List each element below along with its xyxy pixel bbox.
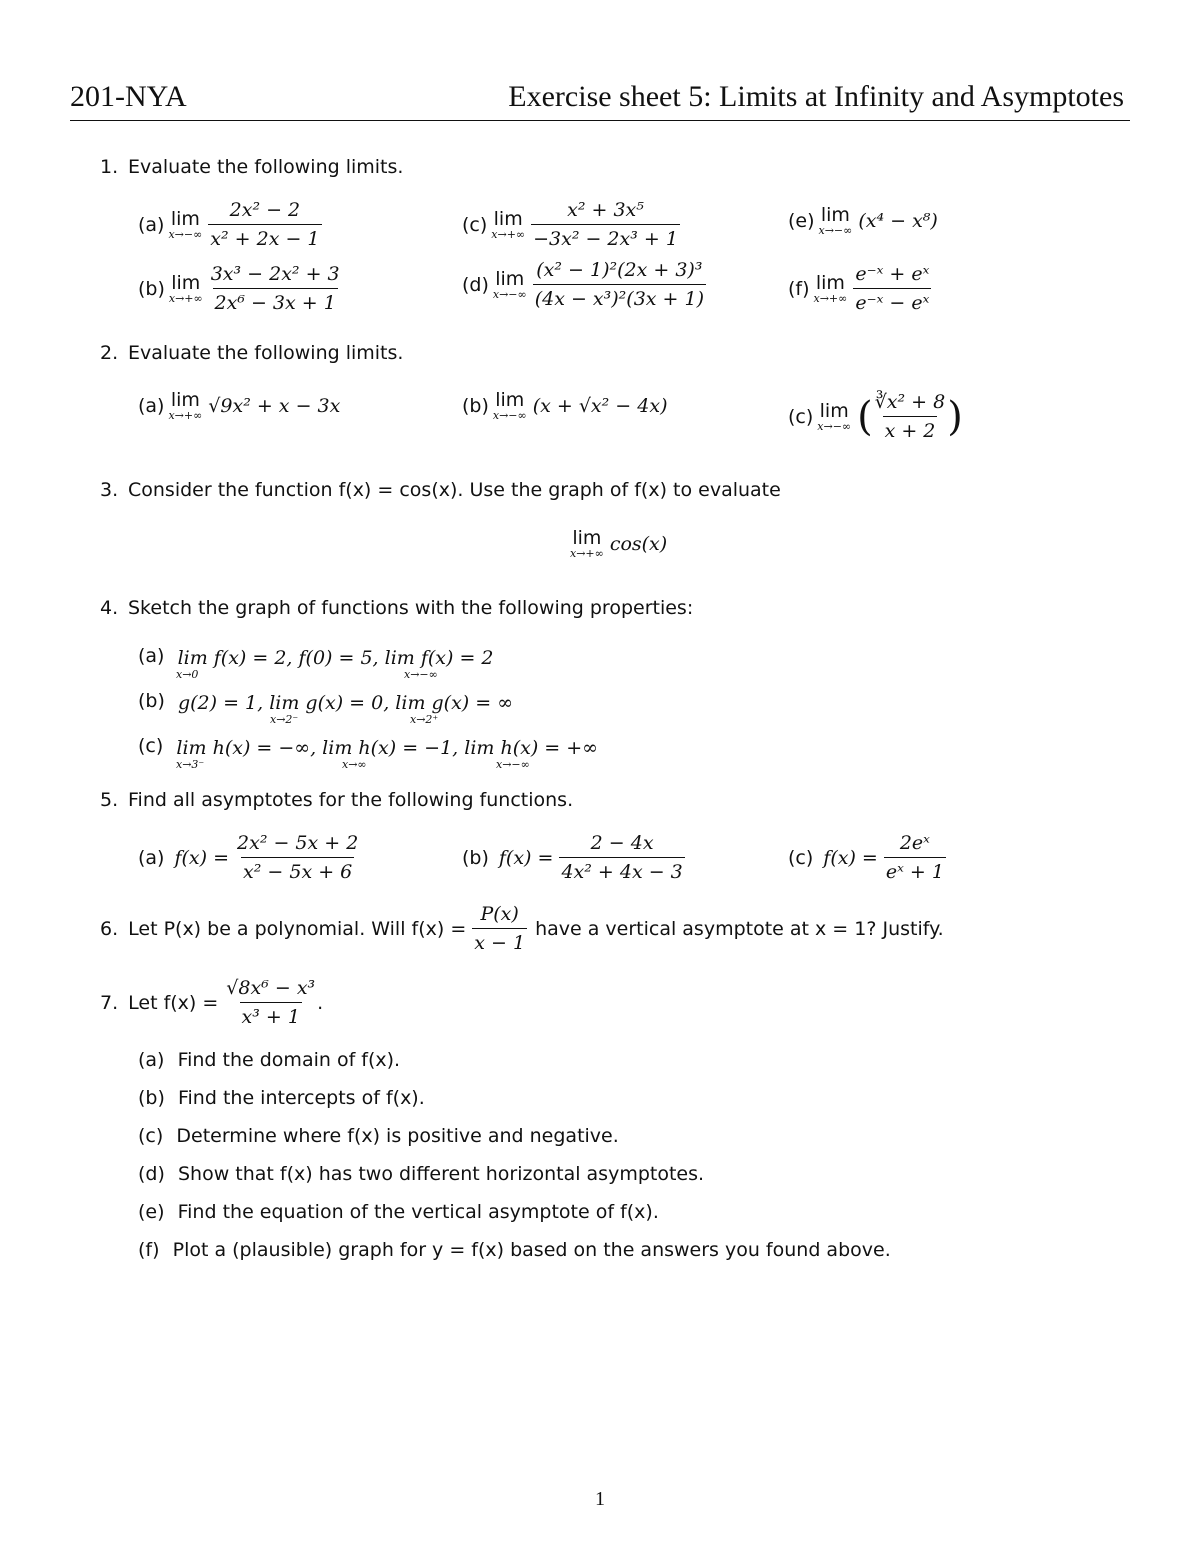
fraction — [209, 262, 342, 315]
lim-subscript: x→−∞ — [817, 420, 852, 433]
q1-b — [138, 262, 342, 315]
q6-prompt-start: Let P(x) be a polynomial. Will f(x) = — [128, 917, 467, 940]
right-paren: ) — [947, 393, 963, 440]
q5-a-label: (a) — [138, 846, 165, 869]
lim-word: lim — [572, 527, 602, 549]
q7-item-label: (e) — [138, 1201, 165, 1223]
q4-c-properties: lim h(x) = −∞, lim h(x) = −1, lim h(x) = +∞ — [176, 736, 598, 759]
q4-a — [138, 645, 494, 669]
denominator: (4x − x³)²(3x + 1) — [533, 284, 706, 311]
q7-item-label: (b) — [138, 1087, 165, 1109]
fraction — [235, 831, 360, 884]
q6-number: 6. — [100, 917, 119, 940]
q2-b-label: (b) — [462, 394, 489, 417]
denominator: −3x² − 2x³ + 1 — [531, 224, 680, 251]
q7-number: 7. — [100, 991, 119, 1014]
fraction — [559, 831, 684, 884]
lim-subscript: x→−∞ — [492, 409, 527, 422]
lim-subscript: x→+∞ — [813, 292, 848, 305]
numerator: (x² − 1)²(2x + 3)³ — [536, 259, 703, 281]
q7-item — [138, 1087, 425, 1109]
lim-subscript: x→+∞ — [570, 547, 604, 560]
q2-prompt: Evaluate the following limits. — [128, 342, 404, 364]
lim-word: lim — [493, 208, 523, 230]
limit-operator — [819, 205, 853, 236]
q2-a — [138, 390, 340, 421]
q7-item-text: Plot a (plausible) graph for y = f(x) based on the answers you found above. — [172, 1239, 891, 1261]
q7-item — [138, 1201, 659, 1223]
q5-c — [788, 831, 946, 884]
lim-subscript: x→−∞ — [496, 758, 530, 771]
numerator: x² + 3x⁵ — [567, 199, 644, 221]
q4-a-label: (a) — [138, 645, 165, 667]
numerator: e⁻ˣ + eˣ — [855, 263, 930, 285]
fraction — [884, 831, 946, 884]
q6-prompt-end: have a vertical asymptote at x = 1? Justify. — [535, 917, 944, 940]
q7-item-label: (d) — [138, 1163, 165, 1185]
q1-number: 1. — [100, 156, 119, 178]
denominator: eˣ + 1 — [884, 857, 946, 884]
q7-prompt-start: Let f(x) = — [128, 991, 219, 1014]
header-rule — [70, 120, 1130, 121]
q4-a-properties: lim f(x) = 2, f(0) = 5, lim f(x) = 2 — [177, 646, 494, 669]
q7-item-label: (a) — [138, 1049, 165, 1071]
lim-word: lim — [170, 208, 200, 230]
fraction — [853, 262, 931, 315]
q2-c — [788, 390, 963, 443]
q5-number: 5. — [100, 789, 119, 811]
function-lhs: f(x) = — [823, 846, 878, 869]
lim-subscript: x→3⁻ — [176, 758, 205, 771]
q7 — [100, 976, 323, 1029]
q1-c-label: (c) — [462, 213, 488, 236]
fraction — [224, 976, 317, 1029]
lim-subscript: x→−∞ — [492, 288, 527, 301]
lim-word: lim — [495, 268, 525, 290]
fraction — [531, 198, 680, 251]
q3-limit — [566, 528, 667, 559]
limit-operator — [814, 273, 848, 304]
lim-word: lim — [819, 400, 849, 422]
function-lhs: f(x) = — [498, 846, 554, 869]
q1-b-label: (b) — [138, 277, 165, 300]
q1-e-label: (e) — [788, 209, 815, 232]
numerator: 2x² − 5x + 2 — [237, 832, 359, 854]
numerator: 2x² − 2 — [229, 199, 301, 221]
course-code: 201-NYA — [70, 80, 187, 113]
numerator: 2eˣ — [899, 832, 930, 854]
q7-prompt-end: . — [317, 991, 324, 1014]
numerator: ∛x² + 8 — [874, 391, 946, 413]
denominator: 2x⁶ − 3x + 1 — [213, 288, 338, 315]
q3-prompt: Consider the function f(x) = cos(x). Use the graph of f(x) to evaluate — [128, 479, 781, 501]
q2-a-label: (a) — [138, 394, 165, 417]
left-paren: ( — [857, 393, 873, 440]
q5-b-label: (b) — [462, 846, 489, 869]
lim-subscript: x→−∞ — [404, 668, 438, 681]
denominator: x + 2 — [883, 416, 938, 443]
q4-b-properties: g(2) = 1, lim g(x) = 0, lim g(x) = ∞ — [177, 691, 514, 714]
q1-e — [788, 205, 938, 236]
denominator: x − 1 — [472, 928, 527, 955]
lim-subscript: x→+∞ — [168, 292, 203, 305]
lim-subscript: x→0 — [176, 668, 199, 681]
q1-d — [462, 258, 706, 311]
numerator: √8x⁶ − x³ — [226, 977, 316, 999]
lim-word: lim — [495, 389, 525, 411]
q2-b — [462, 390, 667, 421]
limit-expression: (x + √x² − 4x) — [532, 394, 668, 417]
q4-prompt: Sketch the graph of functions with the following properties: — [128, 597, 694, 619]
q4-number: 4. — [100, 597, 119, 619]
q1-f — [788, 262, 931, 315]
q7-item — [138, 1125, 619, 1147]
limit-operator — [493, 390, 527, 421]
q1-prompt: Evaluate the following limits. — [128, 156, 404, 178]
q7-item-text: Show that f(x) has two different horizontal asymptotes. — [177, 1163, 705, 1185]
sheet-title: Exercise sheet 5: Limits at Infinity and Asymptotes — [508, 80, 1124, 113]
limit-expression: √9x² + x − 3x — [208, 394, 341, 417]
limit-operator — [168, 390, 202, 421]
q7-item — [138, 1163, 704, 1185]
limit-operator — [169, 273, 203, 304]
fraction — [208, 198, 321, 251]
limit-operator — [168, 209, 202, 240]
q1-d-label: (d) — [462, 273, 489, 296]
lim-subscript: x→−∞ — [168, 228, 203, 241]
lim-word: lim — [820, 204, 850, 226]
limit-expression: cos(x) — [609, 532, 668, 555]
q2-number: 2. — [100, 342, 119, 364]
numerator: P(x) — [480, 903, 519, 925]
limit-operator — [491, 209, 525, 240]
lim-word: lim — [815, 272, 845, 294]
q4-c-label: (c) — [138, 735, 164, 757]
fraction — [533, 258, 706, 311]
q7-item — [138, 1239, 891, 1261]
lim-word: lim — [171, 272, 201, 294]
q6 — [100, 902, 944, 955]
q7-item — [138, 1049, 400, 1071]
q5-a — [138, 831, 360, 884]
q7-item-text: Find the equation of the vertical asymptote of f(x). — [177, 1201, 659, 1223]
fraction — [472, 902, 527, 955]
limit-operator — [570, 528, 604, 559]
q7-item-label: (c) — [138, 1125, 164, 1147]
fraction — [873, 390, 948, 443]
denominator: e⁻ˣ − eˣ — [853, 288, 931, 315]
limit-expression: (x⁴ − x⁸) — [858, 209, 938, 232]
lim-subscript: x→2⁻ — [270, 713, 299, 726]
lim-subscript: x→+∞ — [491, 228, 526, 241]
limit-operator — [493, 269, 527, 300]
numerator: 2 − 4x — [590, 832, 654, 854]
lim-subscript: x→+∞ — [168, 409, 203, 422]
numerator: 3x³ − 2x² + 3 — [210, 263, 340, 285]
q7-item-text: Determine where f(x) is positive and negative. — [176, 1125, 619, 1147]
q1-a-label: (a) — [138, 213, 165, 236]
denominator: x² + 2x − 1 — [208, 224, 321, 251]
q1-f-label: (f) — [788, 277, 810, 300]
q1-a — [138, 198, 322, 251]
lim-subscript: x→2⁺ — [410, 713, 439, 726]
q3-number: 3. — [100, 479, 119, 501]
q4-c — [138, 735, 598, 759]
q7-item-text: Find the domain of f(x). — [177, 1049, 401, 1071]
q5-prompt: Find all asymptotes for the following functions. — [128, 789, 574, 811]
q2-c-label: (c) — [788, 405, 814, 428]
q4-b-label: (b) — [138, 690, 165, 712]
q7-item-text: Find the intercepts of f(x). — [177, 1087, 425, 1109]
q7-item-label: (f) — [138, 1239, 160, 1261]
lim-word: lim — [170, 389, 200, 411]
q5-c-label: (c) — [788, 846, 814, 869]
denominator: x² − 5x + 6 — [241, 857, 354, 884]
limit-operator — [817, 401, 851, 432]
q4-b — [138, 690, 513, 714]
function-lhs: f(x) = — [174, 846, 230, 869]
page-number: 1 — [595, 1488, 605, 1510]
q5-b — [462, 831, 685, 884]
lim-subscript: x→−∞ — [818, 224, 853, 237]
denominator: 4x² + 4x − 3 — [559, 857, 684, 884]
lim-subscript: x→∞ — [342, 758, 367, 771]
q1-c — [462, 198, 680, 251]
denominator: x³ + 1 — [240, 1002, 302, 1029]
